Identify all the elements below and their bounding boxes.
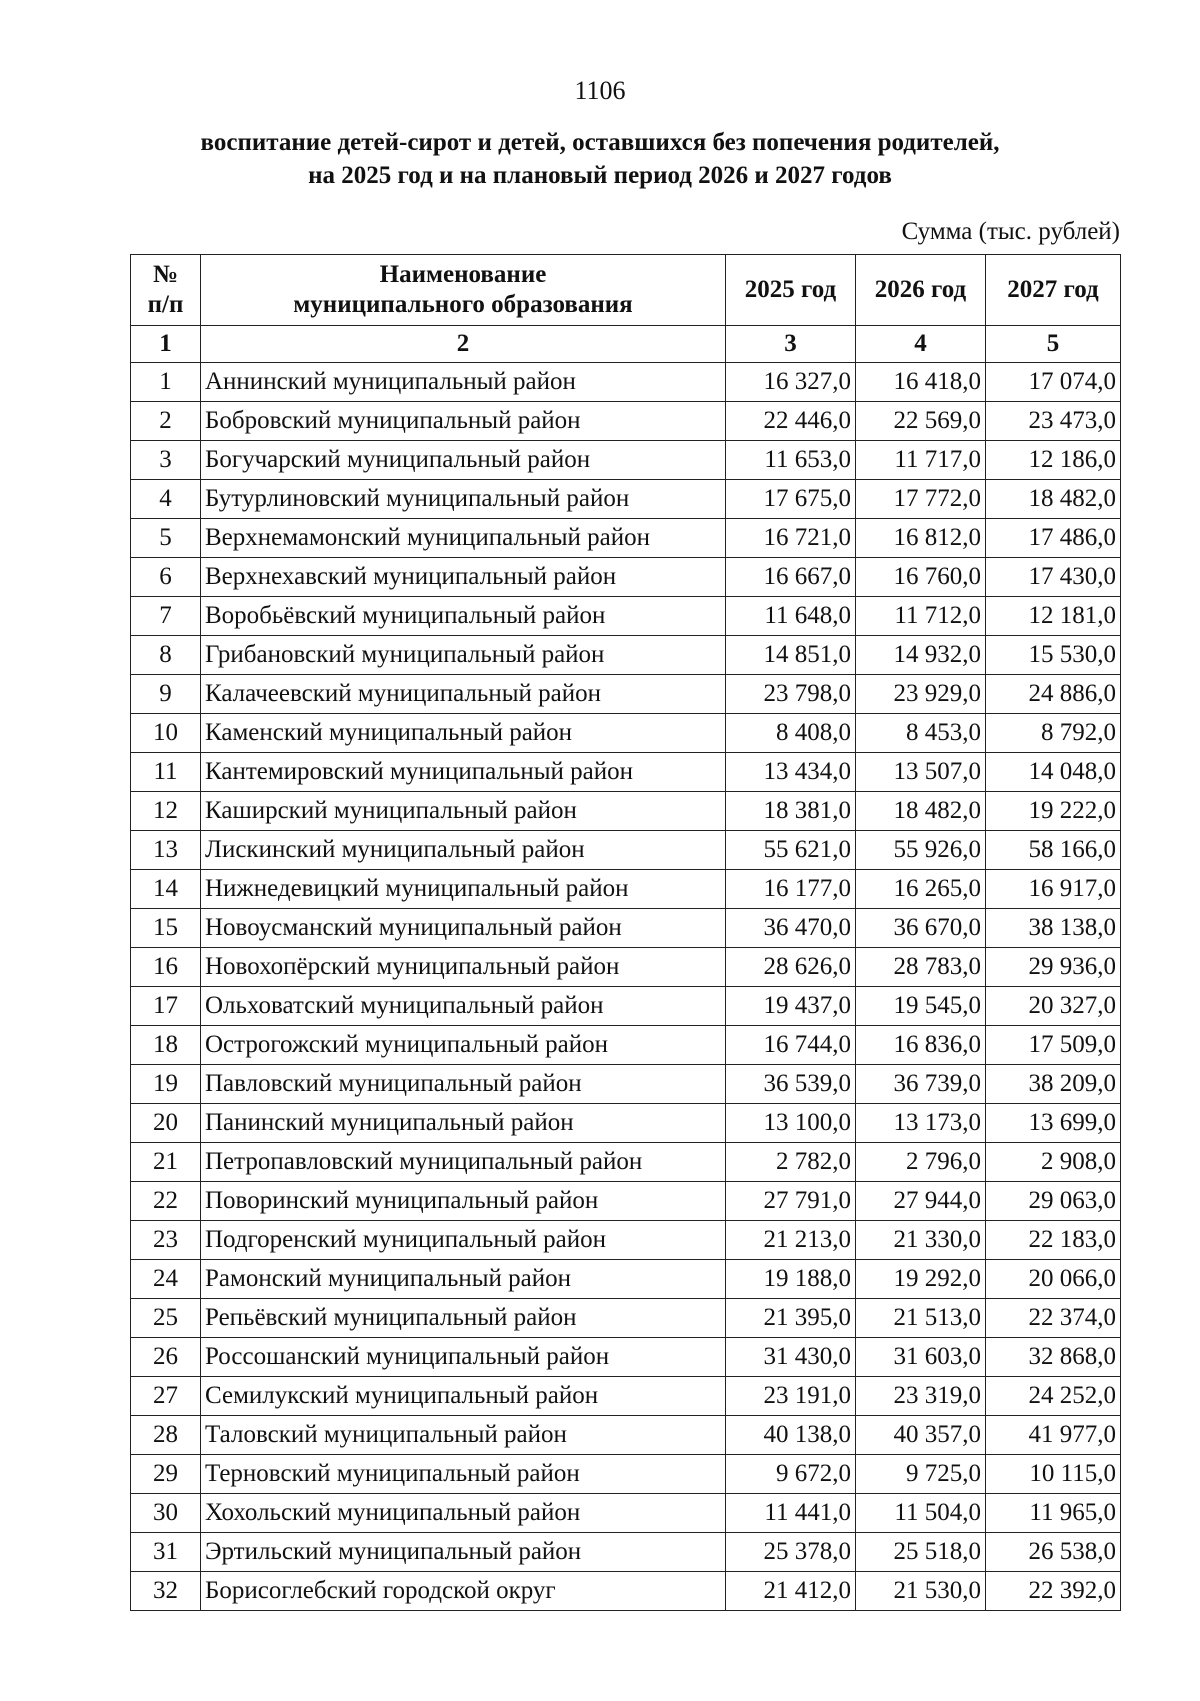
amount-2026: 40 357,0 — [856, 1416, 986, 1455]
table-row — [131, 441, 1121, 480]
amount-2027: 10 115,0 — [986, 1455, 1121, 1494]
row-number: 28 — [131, 1416, 201, 1455]
amount-2026: 13 173,0 — [856, 1104, 986, 1143]
amount-2025: 22 446,0 — [726, 402, 856, 441]
table-header-row — [131, 255, 1121, 326]
municipality-name: Ольховатский муниципальный район — [201, 987, 726, 1026]
table-row — [131, 1338, 1121, 1377]
amount-2027: 32 868,0 — [986, 1338, 1121, 1377]
amount-2025: 17 675,0 — [726, 480, 856, 519]
amount-2025: 2 782,0 — [726, 1143, 856, 1182]
row-number: 6 — [131, 558, 201, 597]
row-number: 26 — [131, 1338, 201, 1377]
row-number: 12 — [131, 792, 201, 831]
amount-2025: 16 721,0 — [726, 519, 856, 558]
municipality-name: Воробьёвский муниципальный район — [201, 597, 726, 636]
amount-2025: 55 621,0 — [726, 831, 856, 870]
table-row — [131, 1533, 1121, 1572]
amount-2026: 11 717,0 — [856, 441, 986, 480]
amount-2026: 16 265,0 — [856, 870, 986, 909]
amount-2027: 17 486,0 — [986, 519, 1121, 558]
amount-2026: 16 836,0 — [856, 1026, 986, 1065]
amount-2026: 28 783,0 — [856, 948, 986, 987]
row-number: 1 — [131, 363, 201, 402]
amount-2026: 9 725,0 — [856, 1455, 986, 1494]
row-number: 11 — [131, 753, 201, 792]
table-row — [131, 1026, 1121, 1065]
amount-2025: 19 437,0 — [726, 987, 856, 1026]
amount-2027: 29 063,0 — [986, 1182, 1121, 1221]
municipality-name: Грибановский муниципальный район — [201, 636, 726, 675]
row-number: 15 — [131, 909, 201, 948]
amount-2026: 16 812,0 — [856, 519, 986, 558]
table-row — [131, 1299, 1121, 1338]
amount-2025: 13 100,0 — [726, 1104, 856, 1143]
amount-2025: 8 408,0 — [726, 714, 856, 753]
row-number: 8 — [131, 636, 201, 675]
amount-2026: 14 932,0 — [856, 636, 986, 675]
table-row — [131, 519, 1121, 558]
amount-2025: 16 667,0 — [726, 558, 856, 597]
amount-2027: 38 209,0 — [986, 1065, 1121, 1104]
row-number: 4 — [131, 480, 201, 519]
amount-2027: 17 509,0 — [986, 1026, 1121, 1065]
municipality-name: Богучарский муниципальный район — [201, 441, 726, 480]
amount-2026: 22 569,0 — [856, 402, 986, 441]
header-name — [201, 255, 726, 326]
row-number: 20 — [131, 1104, 201, 1143]
amount-2025: 18 381,0 — [726, 792, 856, 831]
header-number — [131, 255, 201, 326]
table-row — [131, 753, 1121, 792]
amount-2027: 16 917,0 — [986, 870, 1121, 909]
municipality-name: Нижнедевицкий муниципальный район — [201, 870, 726, 909]
table-row — [131, 1143, 1121, 1182]
row-number: 19 — [131, 1065, 201, 1104]
table-row — [131, 1572, 1121, 1611]
header-number-line-1: № — [152, 261, 179, 288]
amount-2025: 31 430,0 — [726, 1338, 856, 1377]
amount-2026: 23 319,0 — [856, 1377, 986, 1416]
amount-2027: 41 977,0 — [986, 1416, 1121, 1455]
column-index: 2 — [201, 326, 726, 363]
municipality-name: Эртильский муниципальный район — [201, 1533, 726, 1572]
table-row — [131, 558, 1121, 597]
column-index: 4 — [856, 326, 986, 363]
table-row — [131, 792, 1121, 831]
amount-2025: 40 138,0 — [726, 1416, 856, 1455]
amount-2026: 19 292,0 — [856, 1260, 986, 1299]
municipality-name: Новохопёрский муниципальный район — [201, 948, 726, 987]
row-number: 23 — [131, 1221, 201, 1260]
row-number: 17 — [131, 987, 201, 1026]
amount-2027: 24 252,0 — [986, 1377, 1121, 1416]
municipality-name: Хохольский муниципальный район — [201, 1494, 726, 1533]
amount-2026: 8 453,0 — [856, 714, 986, 753]
amount-2026: 36 670,0 — [856, 909, 986, 948]
row-number: 18 — [131, 1026, 201, 1065]
amount-2027: 12 186,0 — [986, 441, 1121, 480]
column-index: 1 — [131, 326, 201, 363]
amount-2026: 21 513,0 — [856, 1299, 986, 1338]
document-title — [0, 126, 1200, 192]
amount-2026: 27 944,0 — [856, 1182, 986, 1221]
amount-2026: 36 739,0 — [856, 1065, 986, 1104]
amount-2025: 25 378,0 — [726, 1533, 856, 1572]
row-number: 14 — [131, 870, 201, 909]
table-row — [131, 870, 1121, 909]
amount-2025: 16 744,0 — [726, 1026, 856, 1065]
table-row — [131, 1260, 1121, 1299]
municipality-name: Репьёвский муниципальный район — [201, 1299, 726, 1338]
municipality-name: Петропавловский муниципальный район — [201, 1143, 726, 1182]
row-number: 3 — [131, 441, 201, 480]
document-title-line-1: воспитание детей-сирот и детей, оставшихся без попечения родителей, — [200, 129, 1000, 156]
municipality-name: Россошанский муниципальный район — [201, 1338, 726, 1377]
amount-2027: 22 392,0 — [986, 1572, 1121, 1611]
row-number: 27 — [131, 1377, 201, 1416]
amount-2027: 17 074,0 — [986, 363, 1121, 402]
row-number: 25 — [131, 1299, 201, 1338]
header-number-line-2: п/п — [147, 291, 184, 318]
table-row — [131, 909, 1121, 948]
municipality-name: Верхнемамонский муниципальный район — [201, 519, 726, 558]
municipality-name: Терновский муниципальный район — [201, 1455, 726, 1494]
table-row — [131, 1416, 1121, 1455]
municipality-name: Поворинский муниципальный район — [201, 1182, 726, 1221]
amount-2026: 16 760,0 — [856, 558, 986, 597]
amount-2027: 29 936,0 — [986, 948, 1121, 987]
amount-2027: 8 792,0 — [986, 714, 1121, 753]
amount-2026: 21 530,0 — [856, 1572, 986, 1611]
amount-2026: 55 926,0 — [856, 831, 986, 870]
amount-2026: 21 330,0 — [856, 1221, 986, 1260]
amount-2027: 15 530,0 — [986, 636, 1121, 675]
amount-2026: 2 796,0 — [856, 1143, 986, 1182]
municipality-name: Острогожский муниципальный район — [201, 1026, 726, 1065]
amount-2026: 13 507,0 — [856, 753, 986, 792]
header-2027: 2027 год — [986, 255, 1121, 326]
amount-2025: 23 191,0 — [726, 1377, 856, 1416]
amount-2025: 36 539,0 — [726, 1065, 856, 1104]
municipality-name: Подгоренский муниципальный район — [201, 1221, 726, 1260]
table-row — [131, 1065, 1121, 1104]
amount-2026: 17 772,0 — [856, 480, 986, 519]
municipality-name: Кантемировский муниципальный район — [201, 753, 726, 792]
municipality-name: Каширский муниципальный район — [201, 792, 726, 831]
table-row — [131, 402, 1121, 441]
column-index: 5 — [986, 326, 1121, 363]
amount-2025: 11 648,0 — [726, 597, 856, 636]
column-index: 3 — [726, 326, 856, 363]
row-number: 5 — [131, 519, 201, 558]
amount-2027: 24 886,0 — [986, 675, 1121, 714]
amount-2025: 23 798,0 — [726, 675, 856, 714]
amount-2025: 13 434,0 — [726, 753, 856, 792]
amount-2027: 58 166,0 — [986, 831, 1121, 870]
row-number: 31 — [131, 1533, 201, 1572]
header-name-line-1: Наименование — [379, 261, 547, 288]
table-row — [131, 480, 1121, 519]
units-caption: Сумма (тыс. рублей) — [901, 218, 1120, 245]
municipality-name: Семилукский муниципальный район — [201, 1377, 726, 1416]
table-row — [131, 363, 1121, 402]
municipality-name: Рамонский муниципальный район — [201, 1260, 726, 1299]
row-number: 29 — [131, 1455, 201, 1494]
municipality-name: Калачеевский муниципальный район — [201, 675, 726, 714]
amount-2027: 2 908,0 — [986, 1143, 1121, 1182]
header-2026: 2026 год — [856, 255, 986, 326]
municipality-name: Таловский муниципальный район — [201, 1416, 726, 1455]
table-row — [131, 675, 1121, 714]
amount-2025: 21 412,0 — [726, 1572, 856, 1611]
amount-2025: 36 470,0 — [726, 909, 856, 948]
table-row — [131, 1494, 1121, 1533]
amount-2025: 19 188,0 — [726, 1260, 856, 1299]
amount-2027: 20 066,0 — [986, 1260, 1121, 1299]
page-number: 1106 — [574, 76, 626, 105]
table-row — [131, 1455, 1121, 1494]
row-number: 9 — [131, 675, 201, 714]
table-row — [131, 1221, 1121, 1260]
amount-2026: 11 712,0 — [856, 597, 986, 636]
amount-2027: 18 482,0 — [986, 480, 1121, 519]
municipality-name: Новоусманский муниципальный район — [201, 909, 726, 948]
amount-2026: 23 929,0 — [856, 675, 986, 714]
amount-2025: 21 395,0 — [726, 1299, 856, 1338]
header-name-line-2: муниципального образования — [293, 291, 633, 318]
table-row — [131, 987, 1121, 1026]
row-number: 7 — [131, 597, 201, 636]
amount-2027: 23 473,0 — [986, 402, 1121, 441]
amount-2025: 14 851,0 — [726, 636, 856, 675]
amount-2027: 12 181,0 — [986, 597, 1121, 636]
amount-2026: 11 504,0 — [856, 1494, 986, 1533]
row-number: 24 — [131, 1260, 201, 1299]
amount-2027: 22 374,0 — [986, 1299, 1121, 1338]
municipality-name: Бутурлиновский муниципальный район — [201, 480, 726, 519]
row-number: 22 — [131, 1182, 201, 1221]
table-row — [131, 831, 1121, 870]
municipality-name: Аннинский муниципальный район — [201, 363, 726, 402]
amount-2025: 28 626,0 — [726, 948, 856, 987]
table-row — [131, 636, 1121, 675]
column-index-row — [131, 326, 1121, 363]
amount-2026: 31 603,0 — [856, 1338, 986, 1377]
municipality-name: Павловский муниципальный район — [201, 1065, 726, 1104]
amount-2026: 16 418,0 — [856, 363, 986, 402]
amount-2026: 18 482,0 — [856, 792, 986, 831]
amount-2025: 11 653,0 — [726, 441, 856, 480]
header-2025: 2025 год — [726, 255, 856, 326]
municipality-name: Бобровский муниципальный район — [201, 402, 726, 441]
row-number: 2 — [131, 402, 201, 441]
amount-2026: 19 545,0 — [856, 987, 986, 1026]
amount-2027: 26 538,0 — [986, 1533, 1121, 1572]
table-row — [131, 948, 1121, 987]
row-number: 30 — [131, 1494, 201, 1533]
row-number: 32 — [131, 1572, 201, 1611]
table-row — [131, 714, 1121, 753]
amount-2027: 17 430,0 — [986, 558, 1121, 597]
amount-2027: 14 048,0 — [986, 753, 1121, 792]
amount-2025: 9 672,0 — [726, 1455, 856, 1494]
municipality-name: Панинский муниципальный район — [201, 1104, 726, 1143]
allocation-table — [130, 254, 1121, 1611]
row-number: 16 — [131, 948, 201, 987]
amount-2027: 11 965,0 — [986, 1494, 1121, 1533]
amount-2025: 16 327,0 — [726, 363, 856, 402]
municipality-name: Борисоглебский городской округ — [201, 1572, 726, 1611]
table-row — [131, 597, 1121, 636]
document-title-line-2: на 2025 год и на плановый период 2026 и 2027 годов — [308, 162, 892, 189]
amount-2025: 27 791,0 — [726, 1182, 856, 1221]
amount-2025: 11 441,0 — [726, 1494, 856, 1533]
municipality-name: Каменский муниципальный район — [201, 714, 726, 753]
amount-2026: 25 518,0 — [856, 1533, 986, 1572]
amount-2025: 16 177,0 — [726, 870, 856, 909]
municipality-name: Лискинский муниципальный район — [201, 831, 726, 870]
table-body — [131, 363, 1121, 1611]
table-row — [131, 1104, 1121, 1143]
amount-2027: 20 327,0 — [986, 987, 1121, 1026]
amount-2027: 22 183,0 — [986, 1221, 1121, 1260]
table-row — [131, 1377, 1121, 1416]
municipality-name: Верхнехавский муниципальный район — [201, 558, 726, 597]
table-row — [131, 1182, 1121, 1221]
row-number: 13 — [131, 831, 201, 870]
row-number: 10 — [131, 714, 201, 753]
row-number: 21 — [131, 1143, 201, 1182]
amount-2027: 19 222,0 — [986, 792, 1121, 831]
amount-2025: 21 213,0 — [726, 1221, 856, 1260]
amount-2027: 13 699,0 — [986, 1104, 1121, 1143]
amount-2027: 38 138,0 — [986, 909, 1121, 948]
